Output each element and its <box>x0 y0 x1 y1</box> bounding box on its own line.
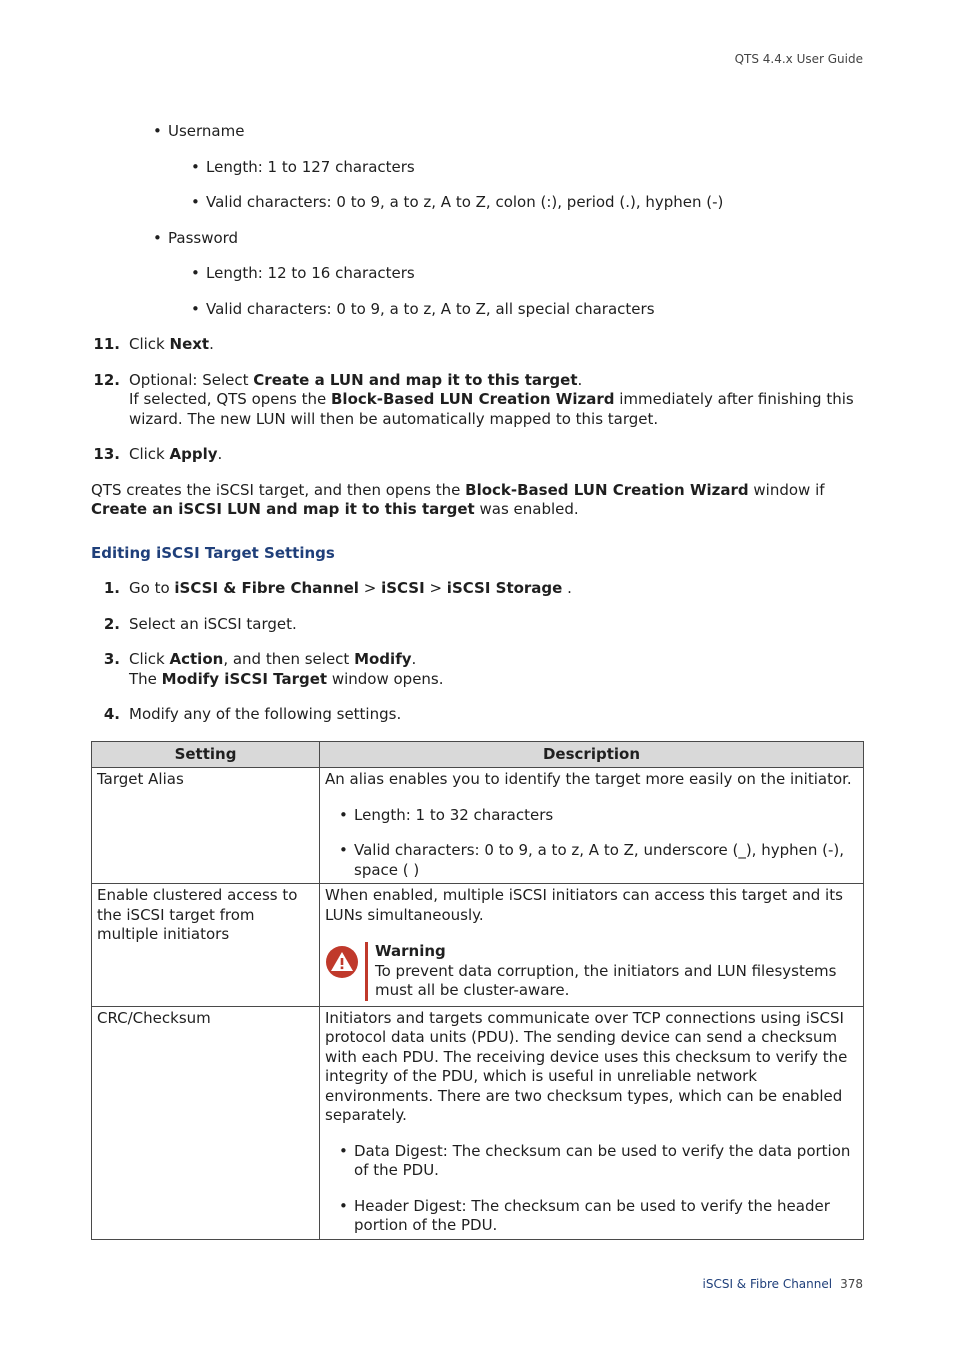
step-text: Click <box>129 445 170 463</box>
description-cell <box>320 884 864 1007</box>
page-number: 378 <box>840 1277 863 1291</box>
ui-term-next: Next <box>169 335 210 353</box>
table-header-row <box>92 741 864 768</box>
section-heading: Editing iSCSI Target Settings <box>91 543 335 562</box>
description-cell <box>320 768 864 884</box>
column-header-description: Description <box>320 741 864 768</box>
list-item: • Valid characters: 0 to 9, a to z, A to Z, underscore (_), hyphen (-), space ( ) <box>325 841 858 880</box>
list-item-username: • Username <box>153 122 864 142</box>
column-header-setting: Setting <box>92 741 320 768</box>
list-item: • Length: 12 to 16 characters <box>191 264 864 284</box>
list-item: • Header Digest: The checksum can be used to verify the header portion of the PDU. <box>325 1197 858 1236</box>
warning-callout <box>325 942 858 1001</box>
page-content <box>91 122 864 1240</box>
list-item: • Data Digest: The checksum can be used to verify the data portion of the PDU. <box>325 1142 858 1181</box>
description-text: An alias enables you to identify the target more easily on the initiator. <box>325 770 852 788</box>
settings-table <box>91 741 864 1240</box>
list-item: • Length: 1 to 127 characters <box>191 158 864 178</box>
warning-text: To prevent data corruption, the initiators and LUN filesystems must all be cluster-aware. <box>375 961 837 999</box>
step-number: 1. <box>103 579 120 597</box>
step-text: Optional: Select <box>129 370 254 389</box>
step-number: 3. <box>103 650 120 668</box>
step-3: 3. Click Action, and then select Modify. The Modify iSCSI Target window opens. <box>91 650 864 689</box>
setting-cell: Target Alias <box>92 768 320 884</box>
warning-icon <box>325 942 365 1001</box>
step-13: 13. Click Apply. <box>91 445 864 465</box>
list-item: • Valid characters: 0 to 9, a to z, A to Z, colon (:), period (.), hyphen (-) <box>191 193 864 213</box>
ui-term: Block-Based LUN Creation Wizard <box>331 390 615 408</box>
step-number: 13. <box>93 445 120 463</box>
footer-section-title: iSCSI & Fibre Channel <box>702 1277 833 1291</box>
description-text: When enabled, multiple iSCSI initiators can access this target and its LUNs simultaneously. <box>325 886 843 924</box>
ui-term-apply: Apply <box>169 445 218 463</box>
table-row <box>92 884 864 1007</box>
list-item-password: • Password <box>153 229 864 249</box>
page-header: QTS 4.4.x User Guide <box>734 52 863 66</box>
description-cell <box>320 1006 864 1239</box>
list-item: • Length: 1 to 32 characters <box>325 806 858 826</box>
step-4: 4. Modify any of the following settings. <box>91 705 864 725</box>
step-text: Click <box>129 335 170 353</box>
setting-cell: Enable clustered access to the iSCSI target from multiple initiators <box>92 884 320 1007</box>
page-footer <box>703 1275 864 1295</box>
step-number: 4. <box>103 705 120 723</box>
warning-title: Warning <box>375 942 446 960</box>
step-number: 12. <box>93 370 120 389</box>
description-text: Initiators and targets communicate over TCP connections using iSCSI protocol data units (PDU). The sending device can send a checksum with each PDU. The receiving device uses this checksum to verify the integrity of the PDU, which is useful in unreliable network environments. There are two checksum types, which can be enabled separately. <box>325 1008 848 1124</box>
table-row <box>92 768 864 884</box>
step-number: 2. <box>103 614 120 633</box>
list-item: • Valid characters: 0 to 9, a to z, A to Z, all special characters <box>191 300 864 320</box>
step-number: 11. <box>93 335 120 353</box>
step-11: 11. Click Next. <box>91 335 864 355</box>
setting-cell: CRC/Checksum <box>92 1006 320 1239</box>
summary-paragraph: QTS creates the iSCSI target, and then opens the Block-Based LUN Creation Wizard window if Create an iSCSI LUN and map it to this target was enabled. <box>91 480 825 518</box>
ui-term: Create a LUN and map it to this target <box>253 370 578 389</box>
table-row <box>92 1006 864 1239</box>
step-1: 1. Go to iSCSI & Fibre Channel > iSCSI > iSCSI Storage . <box>91 579 864 599</box>
step-2: 2. Select an iSCSI target. <box>91 615 864 635</box>
step-12: 12. Optional: Select Create a LUN and map it to this target. If selected, QTS opens the Block-Based LUN Creation Wizard immediately after finishing this wizard. The new LUN will then be automatically mapped to this target. <box>91 371 864 430</box>
